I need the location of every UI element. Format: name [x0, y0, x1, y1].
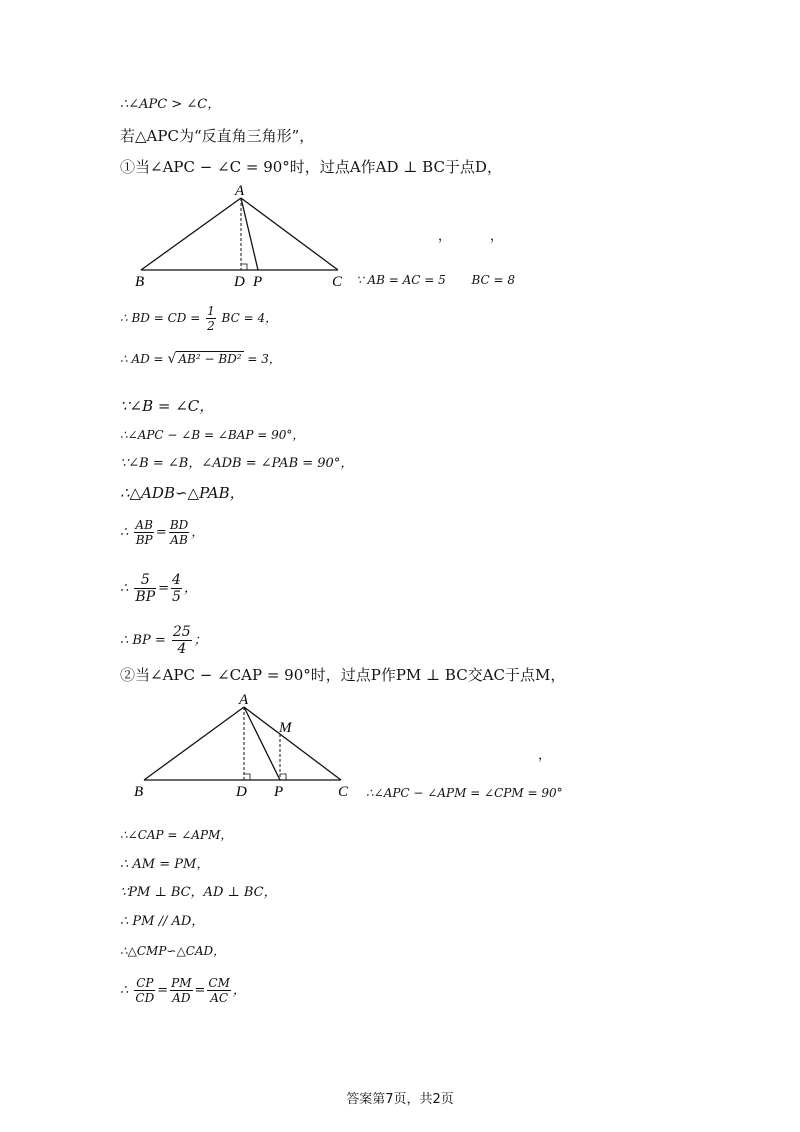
fig1-label-a: A — [235, 183, 245, 199]
stray-comma-2: ， — [490, 229, 504, 244]
fig2-label-d: D — [236, 784, 247, 800]
page-footer: 答案第7页，共2页 — [346, 1092, 454, 1107]
fig2-right-angle-mark-d — [244, 774, 250, 780]
fraction-cm-ac: $\frac{CM}{AC}$ — [208, 976, 230, 1005]
line-6-post: = 3， — [247, 352, 281, 366]
stray-comma-1: ， — [438, 229, 452, 244]
fig2-side-ac — [244, 707, 341, 780]
line-12-post: ， — [183, 581, 197, 596]
line-8: ∴∠APC − ∠B = ∠BAP = 90°， — [120, 428, 305, 442]
line-1: ∴∠APC > ∠C， — [120, 97, 221, 112]
line-13-post: ； — [193, 633, 207, 648]
fig1-right-angle-mark — [241, 264, 247, 270]
fig2-label-c: C — [338, 784, 349, 800]
line-5 — [120, 304, 277, 333]
line-21-post: ， — [232, 983, 246, 998]
line-6-sqrt: AB² − BD² — [178, 352, 242, 366]
fig2-segment-ap — [244, 707, 280, 780]
fig1-label-p: P — [253, 274, 263, 290]
figure-1-triangle — [120, 180, 380, 292]
line-20: ∴△CMP∽△CAD， — [120, 944, 226, 958]
figure-2-triangle — [128, 690, 358, 800]
fraction-5-bp: $\frac{5}{BP}$ — [135, 572, 156, 605]
fig1-label-c: C — [332, 274, 343, 290]
line-18: ∵PM ⊥ BC，AD ⊥ BC， — [120, 885, 277, 900]
line-6-pre: ∴ AD = — [120, 352, 164, 366]
line-5-post: BC = 4， — [221, 311, 278, 325]
line-4-given — [356, 271, 515, 289]
fraction-half: $\frac{1}{2}$ — [207, 304, 215, 333]
line-11-post: ， — [191, 525, 205, 540]
fraction-4-5: $\frac{4}{5}$ — [172, 572, 181, 605]
fraction-pm-ad: $\frac{PM}{AD}$ — [171, 976, 192, 1005]
fraction-ab-bp: $\frac{AB}{BP}$ — [135, 518, 153, 547]
fig2-right-angle-mark-p — [280, 774, 286, 780]
line-11: ∴ $\frac{AB}{BP}$ = $\frac{BD}{AB}$ ， — [120, 518, 205, 547]
fig1-side-ab — [141, 198, 241, 270]
fig1-label-b: B — [135, 274, 145, 290]
line-21-pre: ∴ — [120, 983, 129, 998]
fig2-label-b: B — [134, 784, 144, 800]
line-16: ∴∠CAP = ∠APM， — [120, 828, 233, 842]
line-11-pre: ∴ — [120, 525, 129, 540]
line-6: ∴ AD = √ AB² − BD² = 3， — [120, 351, 281, 367]
fraction-bd-ab: $\frac{BD}{AB}$ — [169, 518, 189, 547]
line-13 — [120, 624, 207, 657]
fig2-label-m: M — [279, 720, 292, 736]
line-2: 若△APC为“反直角三角形”， — [120, 127, 315, 145]
line-7: ∵∠B = ∠C， — [120, 397, 215, 415]
line-3: ①当∠APC − ∠C = 90°时，过点A作AD ⊥ BC于点D， — [120, 158, 502, 176]
line-4-given-bc: BC = 8 — [471, 273, 515, 287]
line-15: ∴∠APC − ∠APM = ∠CPM = 90° — [366, 786, 563, 800]
line-12: ∴ $\frac{5}{BP}$ = $\frac{4}{5}$ ， — [120, 572, 197, 605]
fig2-label-p: P — [274, 784, 284, 800]
line-21: ∴ $\frac{CP}{CD}$ = $\frac{PM}{AD}$ = $\frac{CM}{AC}$ ， — [120, 976, 246, 1005]
line-17: ∴ AM = PM， — [120, 857, 210, 872]
line-12-pre: ∴ — [120, 581, 129, 596]
fraction-25-4: $\frac{25}{4}$ — [172, 624, 191, 657]
fig2-label-a: A — [239, 692, 249, 708]
line-14: ②当∠APC − ∠CAP = 90°时，过点P作PM ⊥ BC交AC于点M， — [120, 666, 566, 684]
line-9: ∵∠B = ∠B，∠ADB = ∠PAB = 90°， — [120, 456, 354, 471]
line-13-pre: ∴ BP = — [120, 633, 166, 648]
line-19: ∴ PM // AD， — [120, 914, 205, 929]
fig1-label-d: D — [234, 274, 245, 290]
line-10: ∴△ADB∽△PAB， — [120, 484, 245, 502]
fig2-side-ab — [144, 707, 244, 780]
line-5-pre: ∴ BD = CD = — [120, 311, 201, 325]
stray-comma-3: ， — [538, 748, 552, 763]
line-4-given-ab-ac: ∵ AB = AC = 5 — [356, 273, 446, 287]
fraction-cp-cd: $\frac{CP}{CD}$ — [135, 976, 155, 1005]
